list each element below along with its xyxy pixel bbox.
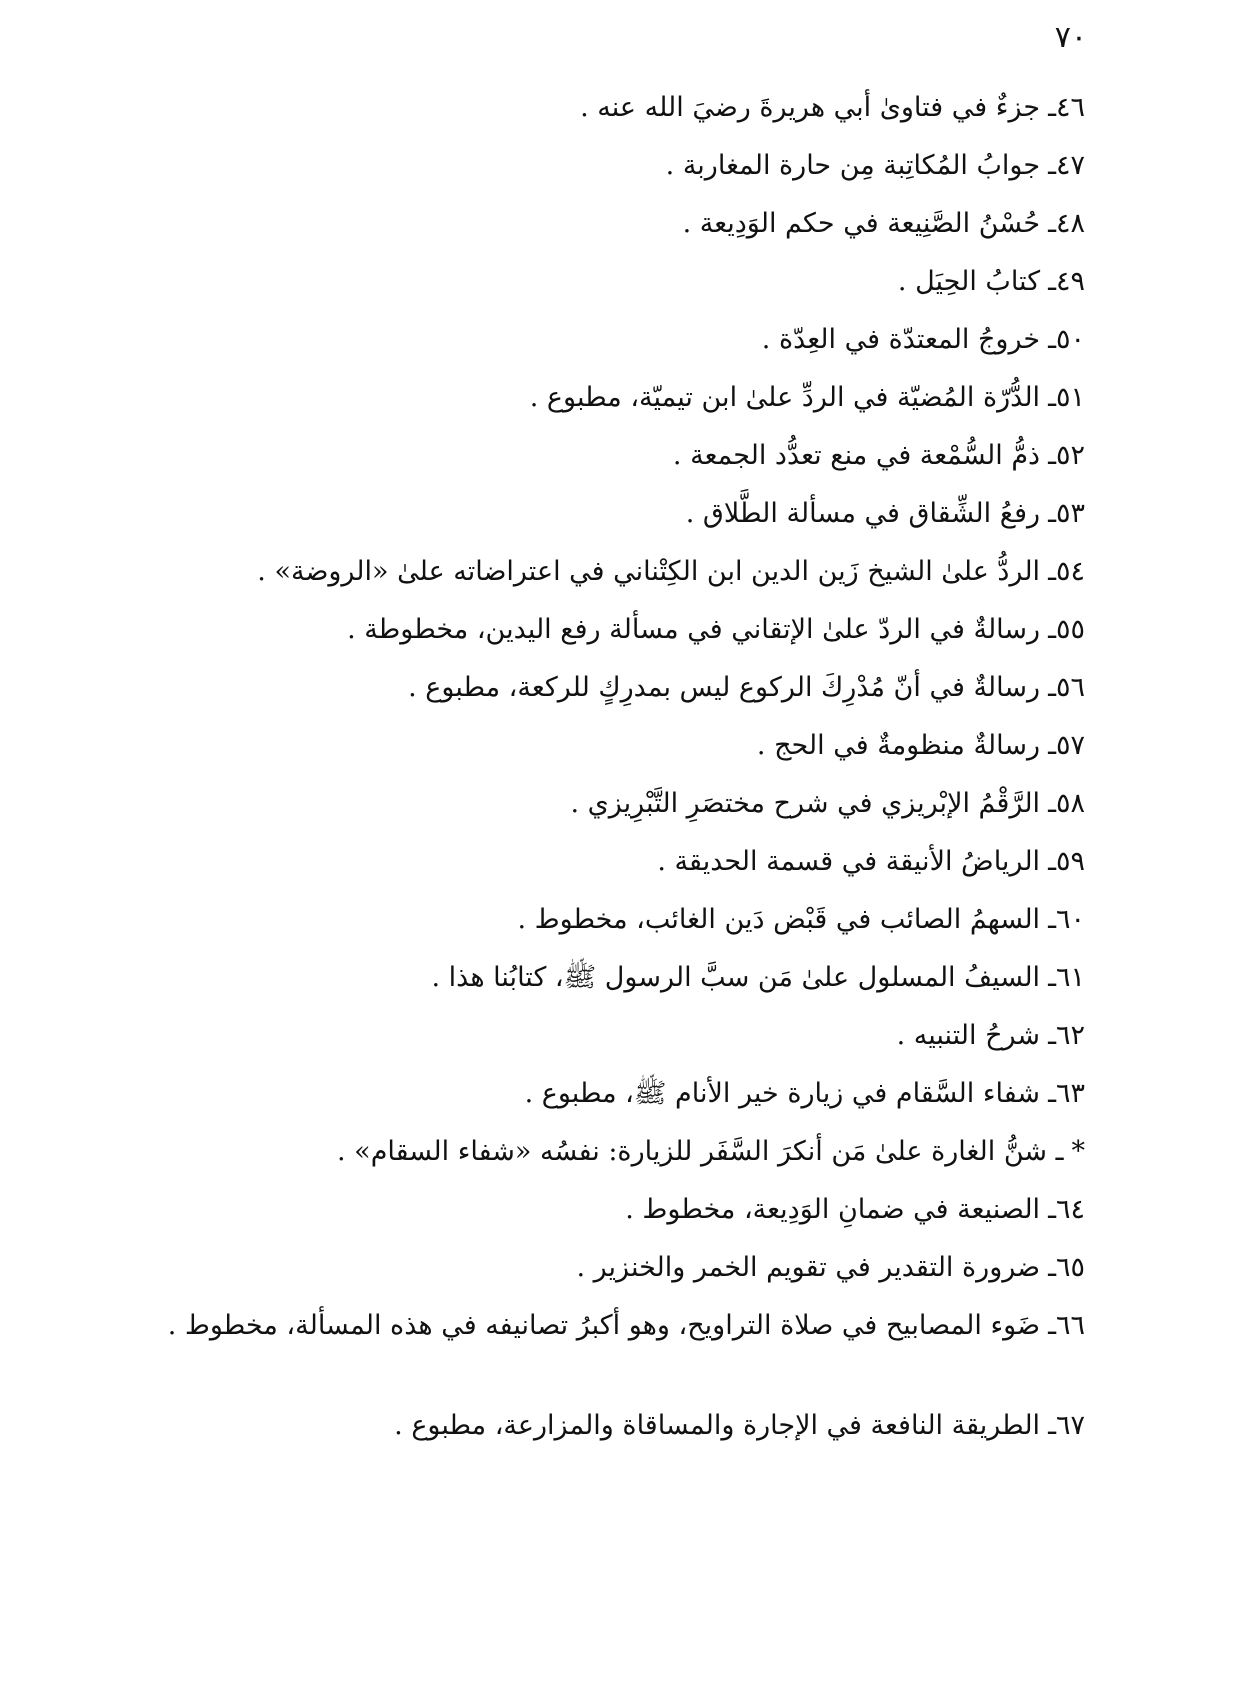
entry-number: ٥٤ـ (1048, 556, 1085, 587)
list-item (145, 610, 1085, 668)
list-item (145, 1132, 1085, 1190)
list-item (145, 494, 1085, 552)
entry-text: ضرورة التقدير في تقويم الخمر والخنزير . (576, 1252, 1041, 1283)
list-item (145, 1306, 1085, 1406)
entry-text: الرياضُ الأنيقة في قسمة الحديقة . (657, 846, 1041, 877)
bibliography-list (145, 88, 1085, 1464)
entry-text: جزءٌ في فتاوىٰ أبي هريرةَ رضيَ الله عنه . (580, 92, 1041, 123)
list-item (145, 378, 1085, 436)
list-item (145, 726, 1085, 784)
list-item (145, 784, 1085, 842)
list-item (145, 1074, 1085, 1132)
list-item (145, 146, 1085, 204)
entry-number: ٥٣ـ (1048, 498, 1085, 529)
list-item (145, 1016, 1085, 1074)
entry-number: ٤٩ـ (1048, 266, 1085, 297)
entry-number: ٦٤ـ (1048, 1194, 1085, 1225)
entry-text: الردُّ علىٰ الشيخ زَين الدين ابن الكِتْناني في اعتراضاته علىٰ «الروضة» . (257, 556, 1041, 587)
entry-number: ٦١ـ (1048, 962, 1085, 993)
list-item (145, 1248, 1085, 1306)
list-item (145, 1406, 1085, 1464)
entry-text: رفعُ الشِّقاق في مسألة الطَّلاق . (685, 498, 1041, 529)
entry-text: السيفُ المسلول علىٰ مَن سبَّ الرسول ﷺ، كتابُنا هذا . (431, 962, 1041, 993)
entry-text: جوابُ المُكاتِبة مِن حارة المغاربة . (665, 150, 1041, 181)
entry-text: رسالةٌ في أنّ مُدْرِكَ الركوع ليس بمدرِكٍ للركعة، مطبوع . (408, 672, 1041, 703)
list-item (145, 958, 1085, 1016)
entry-text: ضَوء المصابيح في صلاة التراويح، وهو أكبرُ تصانيفه في هذه المسألة، مخطوط . (167, 1310, 1041, 1341)
entry-text: السهمُ الصائب في قَبْض دَين الغائب، مخطوط . (517, 904, 1041, 935)
entry-number: ٦٥ـ (1048, 1252, 1085, 1283)
entry-text: الرَّقْمُ الإبْريزي في شرح مختصَرِ التَّبْرِيزي . (570, 788, 1041, 819)
entry-text: ذمُّ السُّمْعة في منع تعدُّد الجمعة . (672, 440, 1041, 471)
entry-number: ٥٨ـ (1048, 788, 1085, 819)
list-item (145, 320, 1085, 378)
page-number: ٧٠ (1054, 20, 1087, 55)
asterisk-marker: * (1071, 1136, 1085, 1167)
entry-text: الدُّرّة المُضيّة في الردِّ علىٰ ابن تيميّة، مطبوع . (529, 382, 1041, 413)
entry-number: ٤٨ـ (1048, 208, 1085, 239)
list-item (145, 1190, 1085, 1248)
entry-text: شرحُ التنبيه . (896, 1020, 1041, 1051)
entry-number: ٥٢ـ (1048, 440, 1085, 471)
list-item (145, 436, 1085, 494)
entry-text: رسالةٌ منظومةٌ في الحج . (756, 730, 1041, 761)
entry-number: ٥١ـ (1048, 382, 1085, 413)
list-item (145, 88, 1085, 146)
entry-number: ٦٢ـ (1048, 1020, 1085, 1051)
entry-number: ٥٩ـ (1048, 846, 1085, 877)
entry-text: ـ شنُّ الغارة علىٰ مَن أنكرَ السَّفَر للزيارة: نفسُه «شفاء السقام» . (337, 1136, 1064, 1167)
entry-number: ٥٥ـ (1048, 614, 1085, 645)
entry-number: ٤٦ـ (1048, 92, 1085, 123)
entry-text: الطريقة النافعة في الإجارة والمساقاة والمزارعة، مطبوع . (394, 1410, 1041, 1441)
entry-text: الصنيعة في ضمانِ الوَدِيعة، مخطوط . (625, 1194, 1041, 1225)
entry-text: رسالةٌ في الردّ علىٰ الإتقاني في مسألة رفع اليدين، مخطوطة . (347, 614, 1041, 645)
entry-text: شفاء السَّقام في زيارة خير الأنام ﷺ، مطبوع . (524, 1078, 1041, 1109)
list-item (145, 204, 1085, 262)
list-item (145, 552, 1085, 610)
list-item (145, 842, 1085, 900)
list-item (145, 900, 1085, 958)
entry-number: ٦٦ـ (1048, 1310, 1085, 1341)
entry-number: ٤٧ـ (1048, 150, 1085, 181)
entry-number: ٦٧ـ (1048, 1410, 1085, 1441)
list-item (145, 668, 1085, 726)
entry-number: ٥٠ـ (1048, 324, 1085, 355)
entry-number: ٦٠ـ (1048, 904, 1085, 935)
entry-number: ٥٦ـ (1048, 672, 1085, 703)
entry-number: ٦٣ـ (1048, 1078, 1085, 1109)
entry-text: كتابُ الحِيَل . (897, 266, 1041, 297)
entry-text: حُسْنُ الصَّنِيعة في حكم الوَدِيعة . (682, 208, 1041, 239)
entry-text: خروجُ المعتدّة في العِدّة . (761, 324, 1041, 355)
entry-number: ٥٧ـ (1048, 730, 1085, 761)
list-item (145, 262, 1085, 320)
